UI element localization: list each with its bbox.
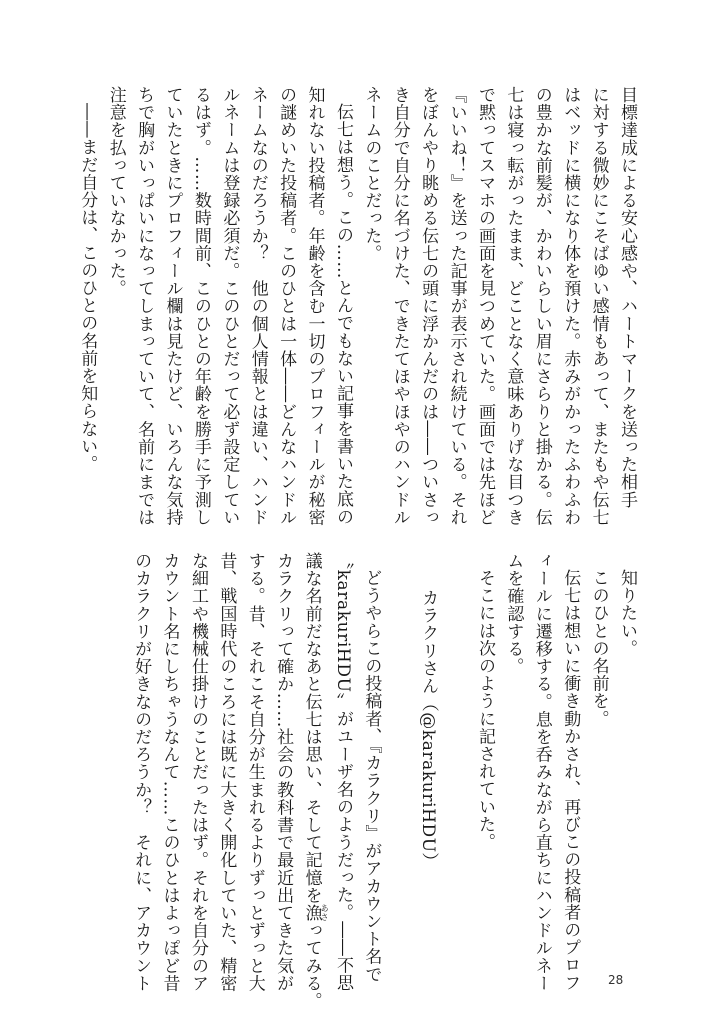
text-line: ルネームは登録必須だ。このひとだって必ず設定してい [219,86,240,526]
text-line: で黙ってスマホの画面を見つめていた。画面では先ほど [474,86,495,526]
text-line: ムを確認する。 [503,552,524,676]
handle-name: カラクリさん（@karakuriHDU） [418,589,439,871]
upper-text-block [77,86,641,526]
text-line: 昔、戦国時代のころには既に大きく開化していた、精密 [216,552,237,992]
ruby-annotation [301,904,330,922]
text-line: 注意を払っていなかった。 [105,86,126,298]
text-line: このひとの名前を。 [588,569,609,728]
ruby-base: 漁 [301,904,322,922]
text-segment: ってみる。 [301,921,322,1010]
text-line: ――まだ自分は、このひとの名前を知らない。 [77,103,98,473]
text-line: 知りたい。 [617,569,637,657]
ruby-reading: あさ [320,904,330,922]
blank-line [385,552,413,952]
text-line: カラクリって確か……社会の教科書で最近出てきた気が [273,552,294,992]
text-line: ネームなのだろうか？ 他の個人情報とは違い、ハンド [247,86,268,526]
page-number: 28 [608,973,624,987]
text-line: の豊かな前髪が、かわいらしい眉にさらりと掛かる。伝 [531,86,552,526]
text-line: の謎めいた投稿者。このひとは一体――どんなハンドル [276,86,297,526]
text-line: るはず。……数時間前、このひとの年齢を勝手に予測し [190,86,211,526]
text-line: な細工や機械仕掛けのことだったはず。それを自分のア [187,552,208,992]
text-line: ちで胸がいっぱいになってしまっていて、名前にまでは [134,86,155,526]
text-line: 〝karakuriHDU〟がユーザ名のようだった。――不思 [332,552,353,992]
text-line: 七は寝っ転がったまま、どことなく意味ありげな目つき [503,86,524,526]
blank-line [442,552,470,952]
text-line: 伝七は想いに衝き動かされ、再びこの投稿者のプロフ [560,569,581,992]
text-line: 『いいね！』を送った記事が表示され続けている。それ [446,86,467,526]
text-line: 伝七は想う。この……とんでもない記事を書いた底の [332,103,353,526]
text-line: どうやらこの投稿者、『カラクリ』がアカウント名で [361,569,382,983]
text-line: そこには次のように記されていた。 [474,569,495,851]
text-line: に対する微妙にこそばゆい感情もあって、またもや伝七 [588,86,609,526]
text-line [297,552,330,1010]
text-segment: 議な名前だなあと伝七は思い、そして記憶を [301,552,322,904]
text-line: き自分で自分に名づけた、できたてほやほやのハンドル [389,86,410,526]
text-line: のカラクリが好きなのだろうか？ それに、アカウント [131,552,152,992]
text-line: 知れない投稿者。年齢を含む一切のプロフィールが秘密 [304,86,325,526]
text-line: ネームのことだった。 [361,86,382,262]
text-line: はベッドに横になり体を預けた。赤みがかったふわふわ [560,86,581,526]
text-line: ていたときにプロフィール欄は見たけど、いろんな気持 [162,86,183,526]
text-line: 目標達成による安心感や、ハートマークを送った相手 [617,86,637,509]
text-line: する。昔、それこそ自分が生まれるよりずっとずっと大 [244,552,265,992]
text-line: ィールに遷移する。息を呑みながら直ちにハンドルネー [531,552,552,992]
text-line: をぼんやり眺める伝七の頭に浮かんだのは――ついさっ [418,86,439,526]
text-line: カウント名にしちゃうなんて……このひとはよっぽど昔 [159,552,180,992]
